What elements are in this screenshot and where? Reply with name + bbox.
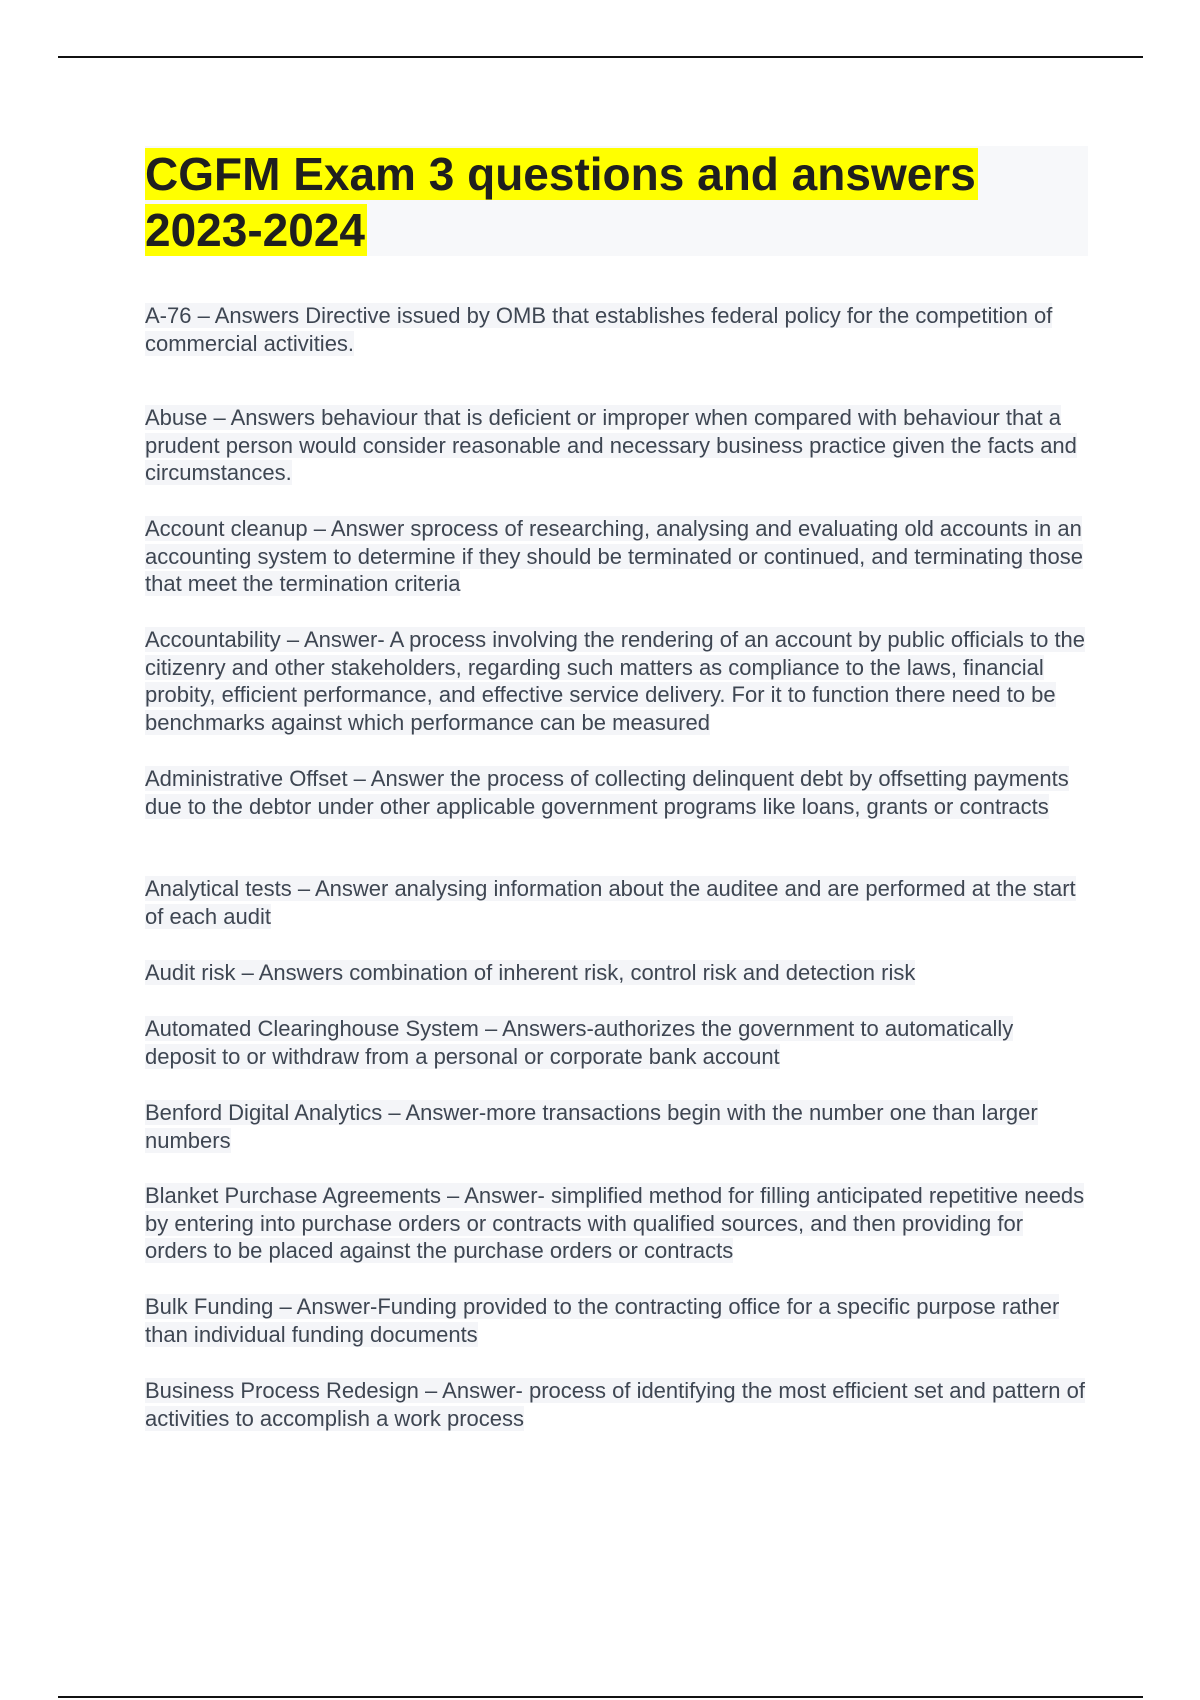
entry-account-cleanup: Account cleanup – Answer sprocess of researching, analysing and evaluating old accounts in an accounting system to determine if they should be terminated or continued, and terminating those that meet the termination criteria [145, 516, 1083, 596]
entry-administrative-offset: Administrative Offset – Answer the process of collecting delinquent debt by offsetting payments due to the debtor under other applicable government programs like loans, grants or contracts [145, 766, 1069, 819]
top-rule [58, 56, 1143, 58]
entry-accountability: Accountability – Answer- A process involving the rendering of an account by public officials to the citizenry and other stakeholders, regarding such matters as compliance to the laws, financial probity, efficient performance, and effective service delivery. For it to function there need to be benchmarks against which performance can be measured [145, 627, 1086, 735]
entry-automated-clearinghouse: Automated Clearinghouse System – Answers-authorizes the government to automatically deposit to or withdraw from a personal or corporate bank account [145, 1016, 1014, 1069]
entry-blanket-purchase-agreements: Blanket Purchase Agreements – Answer- simplified method for filling anticipated repetitive needs by entering into purchase orders or contracts with qualified sources, and then providing for orders to be placed against the purchase orders or contracts [145, 1183, 1085, 1263]
entry-business-process-redesign: Business Process Redesign – Answer- process of identifying the most efficient set and pattern of activities to accomplish a work process [145, 1378, 1085, 1431]
document-title-text: CGFM Exam 3 questions and answers 2023-2024 [145, 148, 976, 256]
entry-bulk-funding: Bulk Funding – Answer-Funding provided to the contracting office for a specific purpose rather than individual funding documents [145, 1294, 1060, 1347]
entry-benford-digital-analytics: Benford Digital Analytics – Answer-more transactions begin with the number one than larger numbers [145, 1100, 1038, 1153]
entry-audit-risk: Audit risk – Answers combination of inherent risk, control risk and detection risk [145, 960, 916, 985]
document-title [145, 146, 1088, 258]
entry-analytical-tests: Analytical tests – Answer analysing information about the auditee and are performed at the start of each audit [145, 876, 1076, 929]
bottom-rule [58, 1696, 1143, 1698]
entry-abuse: Abuse – Answers behaviour that is deficient or improper when compared with behaviour that a prudent person would consider reasonable and necessary business practice given the facts and circumstances. [145, 405, 1077, 485]
entry-a76: A-76 – Answers Directive issued by OMB that establishes federal policy for the competition of commercial activities. [145, 303, 1053, 356]
title-block [145, 146, 1088, 256]
